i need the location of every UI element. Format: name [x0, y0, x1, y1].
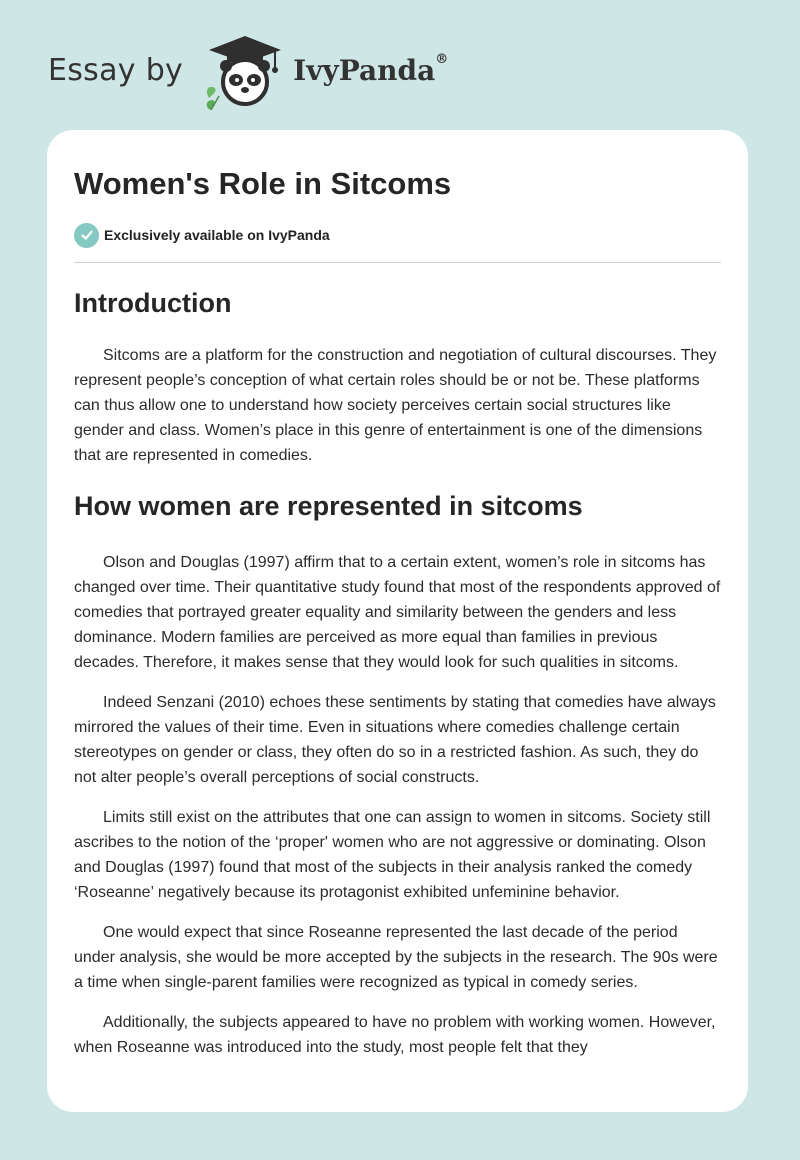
exclusive-badge — [74, 222, 721, 248]
brand-header — [48, 30, 448, 110]
panda-logo-icon — [197, 30, 287, 110]
section-heading-representation: How women are represented in sitcoms — [74, 491, 583, 521]
checkmark-icon — [74, 223, 99, 248]
body-paragraph: Limits still exist on the attributes that one can assign to women in sitcoms. Society still ascribes to the notion of the ‘proper' women who are not aggressive or dominating. Olson and Douglas (1997) found that most of the subjects in their analysis ranked the comedy ‘Roseanne’ negatively because its protagonist exhibited unfeminine behavior. — [74, 809, 711, 901]
body-paragraph: Olson and Douglas (1997) affirm that to a certain extent, women’s role in sitcoms has changed over time. Their quantitative study found that most of the respondents approved of comedies that portrayed greater equality and similarity between the genders and less dominance. Modern families are perceived as more equal than families in previous decades. Therefore, it makes sense that they would look for such qualities in sitcoms. — [74, 554, 721, 671]
brand-name-text: IvyPanda — [293, 53, 436, 87]
essay-title: Women's Role in Sitcoms — [74, 166, 452, 201]
body-paragraph: Additionally, the subjects appeared to have no problem with working women. However, when Roseanne was introduced into the study, most people felt that they — [74, 1014, 716, 1056]
body-paragraph: Sitcoms are a platform for the construction and negotiation of cultural discourses. They represent people’s conception of what certain roles should be or not be. These platforms can thus allow one to understand how society perceives certain social structures like gender and class. Women’s place in this genre of entertainment is one of the dimensions that are represented in comedies. — [74, 347, 717, 464]
essay-card — [47, 130, 748, 1112]
exclusive-badge-label: Exclusively available on IvyPanda — [104, 227, 330, 243]
ivypanda-logo-text — [293, 51, 449, 87]
section-heading-introduction: Introduction — [74, 288, 232, 318]
body-paragraph: Indeed Senzani (2010) echoes these sentiments by stating that comedies have always mirrored the values of their time. Even in situations where comedies challenge certain stereotypes on gender or class, they often do so in a restricted fashion. As such, they do not alter people’s overall perceptions of social constructs. — [74, 694, 716, 786]
registered-mark: ® — [435, 51, 449, 67]
body-paragraph: One would expect that since Roseanne represented the last decade of the period under analysis, she would be more accepted by the subjects in the research. The 90s were a time when single-parent families were recognized as typical in comedy series. — [74, 924, 718, 991]
essay-by-label: Essay by — [48, 52, 184, 88]
title-divider — [74, 262, 721, 263]
